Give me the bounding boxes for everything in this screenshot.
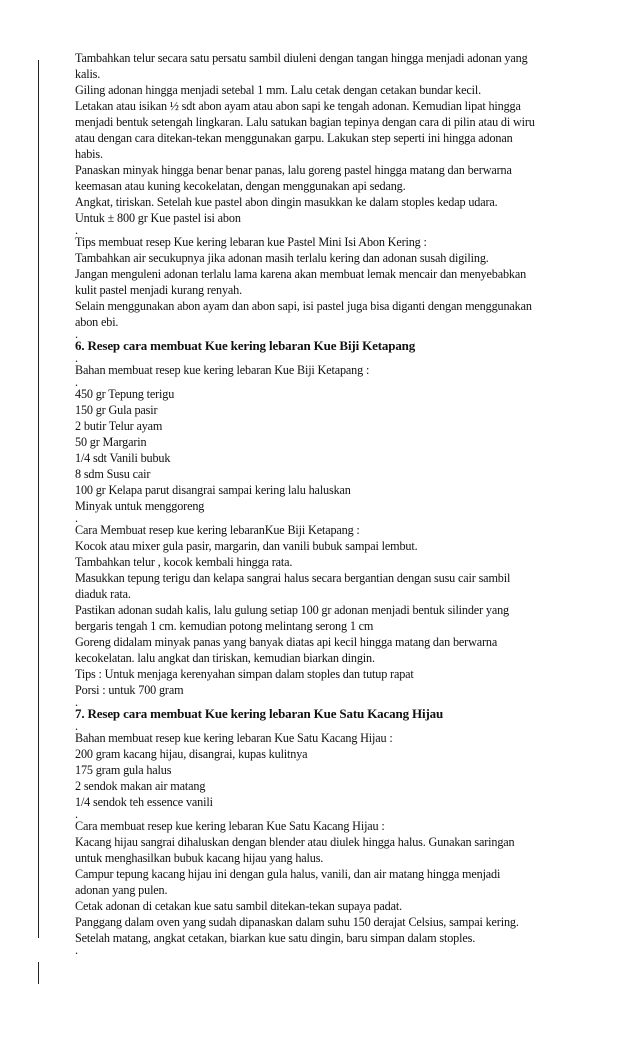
text-line: 1/4 sendok teh essence vanili xyxy=(75,795,213,809)
text-line: kalis. xyxy=(75,67,101,81)
text-line: Pastikan adonan sudah kalis, lalu gulung setiap 100 gr adonan menjadi bentuk silinder yang xyxy=(75,603,509,617)
text-line: 2 butir Telur ayam xyxy=(75,419,163,433)
separator-dot: . xyxy=(75,807,78,821)
text-line: Panaskan minyak hingga benar benar panas, lalu goreng pastel hingga matang dan berwarna xyxy=(75,163,512,177)
separator-dot: . xyxy=(75,351,78,365)
text-line: keemasan atau kuning kecokelatan, dengan menggunakan api sedang. xyxy=(75,179,406,193)
text-line: Tips : Untuk menjaga kerenyahan simpan dalam stoples dan tutup rapat xyxy=(75,667,414,681)
separator-dot: . xyxy=(75,511,78,525)
text-line: diaduk rata. xyxy=(75,587,131,601)
text-line: Bahan membuat resep kue kering lebaran Kue Satu Kacang Hijau : xyxy=(75,731,393,745)
text-line: Panggang dalam oven yang sudah dipanaskan dalam suhu 150 derajat Celsius, sampai kering. xyxy=(75,915,519,929)
text-line: 100 gr Kelapa parut disangrai sampai kering lalu haluskan xyxy=(75,483,351,497)
text-line: Tambahkan air secukupnya jika adonan masih terlalu kering dan adonan susah digiling. xyxy=(75,251,489,265)
text-line: kecokelatan. lalu angkat dan tiriskan, kemudian biarkan dingin. xyxy=(75,651,375,665)
text-line: 175 gram gula halus xyxy=(75,763,172,777)
text-line: menjadi bentuk setengah lingkaran. Lalu satukan bagian tepinya dengan cara di pilin atau di wiru xyxy=(75,115,535,129)
text-line: 8 sdm Susu cair xyxy=(75,467,151,481)
text-line: Bahan membuat resep kue kering lebaran Kue Biji Ketapang : xyxy=(75,363,370,377)
text-line: 200 gram kacang hijau, disangrai, kupas kulitnya xyxy=(75,747,308,761)
text-line: Untuk ± 800 gr Kue pastel isi abon xyxy=(75,211,241,225)
text-line: Kacang hijau sangrai dihaluskan dengan blender atau diulek hingga halus. Gunakan saringan xyxy=(75,835,515,849)
text-line: atau dengan cara ditekan-tekan menggunakan garpu. Lakukan step seperti ini hingga adonan xyxy=(75,131,513,145)
text-line: Jangan menguleni adonan terlalu lama karena akan membuat lemak mencair dan menyebabkan xyxy=(75,267,527,281)
section-heading: 6. Resep cara membuat Kue kering lebaran Kue Biji Ketapang xyxy=(75,338,416,353)
text-line: 50 gr Margarin xyxy=(75,435,147,449)
text-line: bergaris tengah 1 cm. kemudian potong melintang serong 1 cm xyxy=(75,619,374,633)
text-line: Porsi : untuk 700 gram xyxy=(75,683,184,697)
text-line: Kocok atau mixer gula pasir, margarin, dan vanili bubuk sampai lembut. xyxy=(75,539,418,553)
separator-dot: . xyxy=(75,327,78,341)
text-line: abon ebi. xyxy=(75,315,119,329)
text-line: Selain menggunakan abon ayam dan abon sapi, isi pastel juga bisa diganti dengan menggunakan xyxy=(75,299,532,313)
text-line: adonan yang pulen. xyxy=(75,883,168,897)
text-line: Minyak untuk menggoreng xyxy=(75,499,205,513)
separator-dot: . xyxy=(75,695,78,709)
separator-dot: . xyxy=(75,719,78,733)
separator-dot: . xyxy=(75,375,78,389)
text-line: 450 gr Tepung terigu xyxy=(75,387,175,401)
text-line: Campur tepung kacang hijau ini dengan gula halus, vanili, dan air matang hingga menjadi xyxy=(75,867,501,881)
margin-rule-top xyxy=(38,60,39,938)
text-line: Letakan atau isikan ½ sdt abon ayam atau abon sapi ke tengah adonan. Kemudian lipat hingga xyxy=(75,99,521,113)
text-line: 150 gr Gula pasir xyxy=(75,403,158,417)
text-line: Tambahkan telur secara satu persatu sambil diuleni dengan tangan hingga menjadi adonan yang xyxy=(75,51,528,65)
text-line: Cetak adonan di cetakan kue satu sambil ditekan-tekan supaya padat. xyxy=(75,899,403,913)
text-line: Tambahkan telur , kocok kembali hingga rata. xyxy=(75,555,293,569)
text-line: 1/4 sdt Vanili bubuk xyxy=(75,451,171,465)
text-line: habis. xyxy=(75,147,103,161)
text-line: 2 sendok makan air matang xyxy=(75,779,206,793)
text-line: Angkat, tiriskan. Setelah kue pastel abon dingin masukkan ke dalam stoples kedap udara. xyxy=(75,195,498,209)
text-line: untuk menghasilkan bubuk kacang hijau yang halus. xyxy=(75,851,324,865)
separator-dot: . xyxy=(75,223,78,237)
text-line: Cara Membuat resep kue kering lebaranKue Biji Ketapang : xyxy=(75,523,360,537)
section-heading: 7. Resep cara membuat Kue kering lebaran Kue Satu Kacang Hijau xyxy=(75,706,444,721)
text-line: Giling adonan hingga menjadi setebal 1 mm. Lalu cetak dengan cetakan bundar kecil. xyxy=(75,83,481,97)
text-line: Goreng didalam minyak panas yang banyak diatas api kecil hingga matang dan berwarna xyxy=(75,635,498,649)
text-line: Setelah matang, angkat cetakan, biarkan kue satu dingin, baru simpan dalam stoples. xyxy=(75,931,476,945)
text-line: Tips membuat resep Kue kering lebaran kue Pastel Mini Isi Abon Kering : xyxy=(75,235,427,249)
text-line: kulit pastel menjadi kurang renyah. xyxy=(75,283,243,297)
document-body xyxy=(75,50,575,957)
text-line: Masukkan tepung terigu dan kelapa sangrai halus secara bergantian dengan susu cair sambil xyxy=(75,571,511,585)
margin-rule-bottom xyxy=(38,962,39,984)
separator-dot: . xyxy=(75,943,78,957)
text-line: Cara membuat resep kue kering lebaran Kue Satu Kacang Hijau : xyxy=(75,819,385,833)
